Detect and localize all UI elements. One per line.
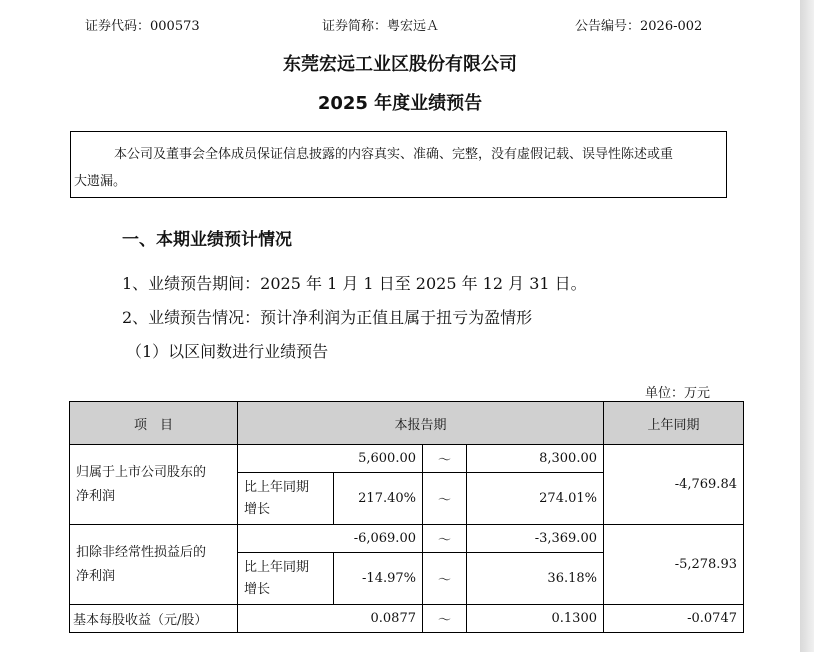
prior-value: -5,278.93 [604,525,744,605]
growth-label-line-1: 比上年同期 [244,479,310,495]
growth-label [238,553,334,605]
range-tilde: ～ [423,473,467,525]
growth-high: 36.18% [467,553,604,605]
growth-high: 274.01% [467,473,604,525]
announcement-number: 公告编号：2026-002 [575,19,703,34]
range-high: 8,300.00 [467,445,604,473]
range-tilde: ～ [423,605,467,633]
table-row [70,445,744,473]
growth-label-line-2: 增长 [244,581,271,597]
forecast-table [69,401,744,633]
header-item: 项 目 [70,402,238,445]
stock-code: 证券代码：000573 [85,19,200,34]
row-label-line-2: 净利润 [76,488,116,504]
notice-line-1: 本公司及董事会全体成员保证信息披露的内容真实、准确、完整，没有虚假记载、误导性陈述或重 [114,147,674,162]
eps-high: 0.1300 [467,605,604,633]
range-tilde: ～ [423,525,467,553]
prior-value: -4,769.84 [604,445,744,525]
table-row [70,525,744,553]
eps-prior: -0.0747 [604,605,744,633]
growth-label-line-1: 比上年同期 [244,559,310,575]
row-label-line-1: 扣除非经常性损益后的 [76,544,207,560]
row-label [70,445,238,525]
header-prior-period: 上年同期 [604,402,744,445]
forecast-period: 1、业绩预告期间：2025 年 1 月 1 日至 2025 年 12 月 31 日。 [122,274,587,293]
stock-abbreviation: 证券简称：粤宏远Ａ [322,19,440,34]
range-tilde: ～ [423,445,467,473]
company-name: 东莞宏远工业区股份有限公司 [283,54,517,75]
forecast-situation: 2、业绩预告情况：预计净利润为正值且属于扭亏为盈情形 [122,308,533,327]
range-high: -3,369.00 [467,525,604,553]
range-low: 5,600.00 [238,445,423,473]
table-header-row [70,402,744,445]
range-tilde: ～ [423,553,467,605]
notice-line-2: 大遗漏。 [74,174,127,189]
growth-label [238,473,334,525]
range-forecast-note: （1）以区间数进行业绩预告 [126,342,329,361]
row-label-line-1: 归属于上市公司股东的 [76,464,207,480]
section-heading: 一、本期业绩预计情况 [122,230,292,250]
row-label-line-2: 净利润 [76,568,116,584]
row-label [70,525,238,605]
eps-label: 基本每股收益（元/股） [70,605,238,633]
growth-low: 217.40% [334,473,423,525]
eps-low: 0.0877 [238,605,423,633]
document-title: 2025 年度业绩预告 [317,93,483,114]
range-low: -6,069.00 [238,525,423,553]
viewer-background-edge [800,0,814,652]
growth-low: -14.97% [334,553,423,605]
disclosure-notice-box [70,131,727,198]
table-row [70,605,744,633]
header-current-period: 本报告期 [238,402,604,445]
growth-label-line-2: 增长 [244,501,271,517]
unit-label: 单位：万元 [645,386,711,401]
